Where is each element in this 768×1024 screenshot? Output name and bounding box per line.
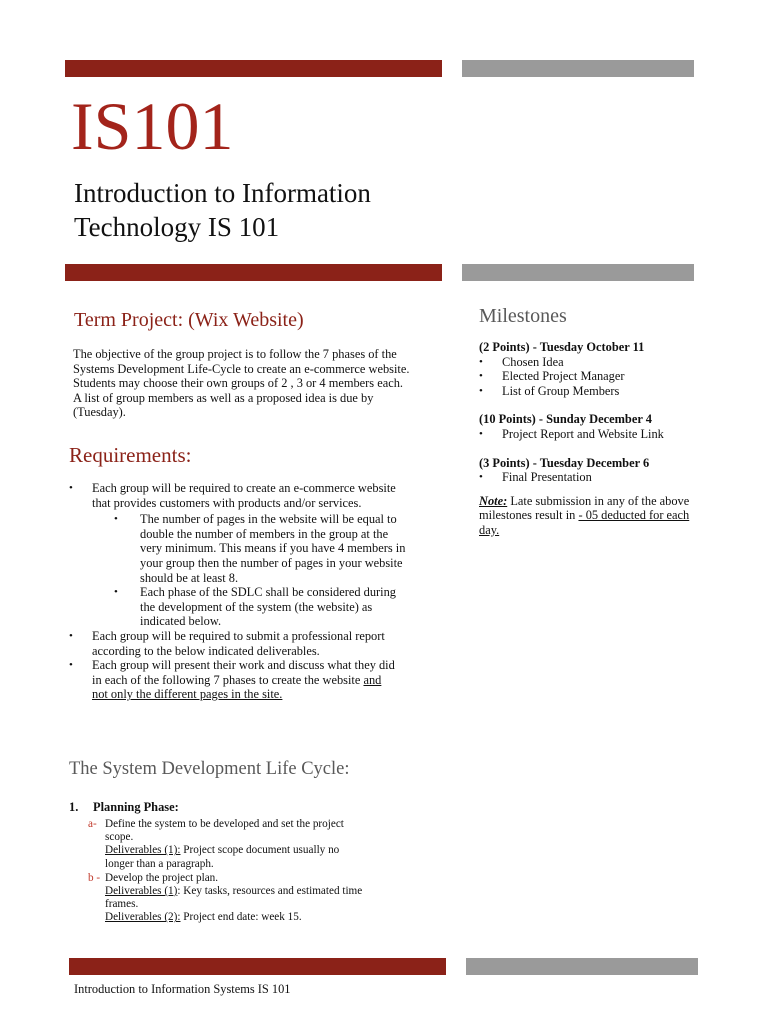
phase-a-block xyxy=(88,818,368,925)
list-item xyxy=(114,585,402,629)
phase-b-deliverable-1-label: Deliverables (1) xyxy=(105,885,178,898)
milestone-1-title: (2 Points) - Tuesday October 11 xyxy=(479,340,645,354)
list-item: • Elected Project Manager xyxy=(479,369,704,384)
requirements-list xyxy=(69,481,409,702)
footer-gray-bar xyxy=(466,958,698,975)
phase-b-text: Develop the project plan. xyxy=(105,871,219,884)
subtitle-line-1: Introduction to Information xyxy=(74,178,371,208)
term-project-heading: Term Project: (Wix Website) xyxy=(74,309,304,331)
milestones-heading: Milestones xyxy=(479,305,567,327)
page-subtitle xyxy=(74,176,454,244)
phase-title: Planning Phase: xyxy=(93,800,179,814)
milestones-list xyxy=(479,340,704,538)
milestone-1-items xyxy=(479,355,704,399)
phase-b-deliverable-2-text: Project end date: week 15. xyxy=(180,911,302,924)
requirement-1-text: Each group will be required to create an e-commerce website that provides customers with products and/or services. xyxy=(92,481,396,510)
mid-gray-bar xyxy=(462,264,694,281)
requirements-heading: Requirements: xyxy=(69,443,192,467)
requirement-3-text: Each group will present their work and discuss what they did in each of the following 7 phases to create the website xyxy=(92,658,395,687)
list-item: • List of Group Members xyxy=(479,384,704,399)
footer-text: Introduction to Information Systems IS 101 xyxy=(74,982,291,996)
page-title: IS101 xyxy=(71,88,234,164)
subtitle-line-2: Technology IS 101 xyxy=(74,212,280,242)
term-project-paragraph: The objective of the group project is to follow the 7 phases of the Systems Development Life-Cycle to create an e-commerce website. Students may choose their own groups of 2 , 3 or 4 members each. A list of group members as well as a proposed idea is due by (Tuesday). xyxy=(73,347,410,420)
list-item: • Final Presentation xyxy=(479,470,704,485)
phase-a-deliverable-label: Deliverables (1): xyxy=(105,844,181,857)
requirement-2-text: Each group will be required to submit a professional report according to the below indicated deliverables. xyxy=(92,628,385,658)
top-red-bar xyxy=(65,60,442,77)
list-item xyxy=(69,481,409,629)
requirement-sub-1-text: The number of pages in the website will be equal to double the number of members in the group at the very minimum. This means if you have 4 members in your group then the number of pages in your website should be at least 8. xyxy=(140,512,406,585)
note-text: Late submission in any of the above milestones result in xyxy=(479,493,690,523)
requirement-sub-2-text: Each phase of the SDLC shall be considered during the development of the system (the website) as indicated below. xyxy=(140,585,397,629)
milestone-2-items xyxy=(479,427,704,442)
phase-a-text: Define the system to be developed and set the project scope. xyxy=(105,818,344,844)
phase-b-label: b - xyxy=(88,871,101,884)
list-item: • Project Report and Website Link xyxy=(479,427,704,442)
milestone-3-title: (3 Points) - Tuesday December 6 xyxy=(479,455,650,470)
top-gray-bar xyxy=(462,60,694,77)
list-item xyxy=(114,512,412,585)
phase-a-deliverable-text: Project scope document usually no longer than a paragraph. xyxy=(105,844,340,870)
note-underlined: - 05 deducted for each day. xyxy=(479,508,690,537)
mid-red-bar xyxy=(65,264,442,281)
milestone-2-title: (10 Points) - Sunday December 4 xyxy=(479,412,652,427)
list-item xyxy=(69,658,397,702)
list-item: • Chosen Idea xyxy=(479,355,704,370)
list-item xyxy=(69,629,397,658)
phase-b-deliverable-1-text: : Key tasks, resources and estimated time frames. xyxy=(105,885,363,911)
sdlc-heading: The System Development Life Cycle: xyxy=(69,759,350,779)
footer-red-bar xyxy=(69,958,446,975)
phase-a-label: a- xyxy=(88,818,97,830)
phase-number: 1. xyxy=(69,800,79,814)
requirement-3-underlined: and not only the different pages in the site. xyxy=(92,672,382,702)
phase-b-deliverable-2-label: Deliverables (2): xyxy=(105,911,181,924)
milestone-3-items xyxy=(479,470,704,485)
note-label: Note: xyxy=(479,493,508,508)
late-note xyxy=(479,494,701,538)
